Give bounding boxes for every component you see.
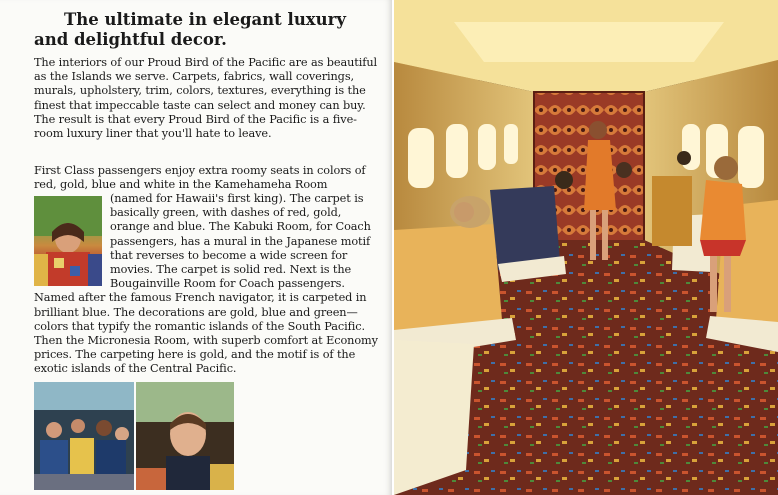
first-class-paragraph-wrapped: (named for Hawaii's first king). The carpet is basically green, with dashes of red, gold, orange and blue. The Kabuki Room, for Coach passengers, has a mural in the Japanese motif that reverses to become a wide screen for movies. The carpet is solid red. Next is the Bougainville Room for Coach passengers. Named after the famous French navigator, it is carpeted in brilliant blue. The decorations are gold, blue and green—colors that typify the romantic islands of the South Pacific. Then the Micronesia Room, with superb comfort at Economy prices. The carpeting here is gold, and the motif is of the exotic islands of the Central Pacific. bbox=[34, 192, 378, 376]
headline: The ultimate in elegant luxury and delightful decor. bbox=[34, 10, 346, 49]
coach-cabin-photo bbox=[34, 382, 134, 490]
intro-paragraph: The interiors of our Proud Bird of the Pacific are as beautiful as the Islands we serve. Carpets, fabrics, wall coverings, murals, upholstery, trim, colors, textures, everything is the finest that impeccable taste can select and money can buy. The result is that every Proud Bird of the Pacific is a five-room luxury liner that you'll hate to leave. bbox=[34, 56, 378, 141]
wrapped-text-block bbox=[34, 192, 379, 377]
passenger-closeup-photo bbox=[136, 382, 234, 490]
cabin-interior-photo bbox=[394, 0, 778, 495]
first-class-paragraph-lead: First Class passengers enjoy extra roomy seats in colors of red, gold, blue and white in the Kamehameha Room bbox=[34, 164, 366, 192]
passenger-portrait-photo bbox=[34, 196, 102, 286]
